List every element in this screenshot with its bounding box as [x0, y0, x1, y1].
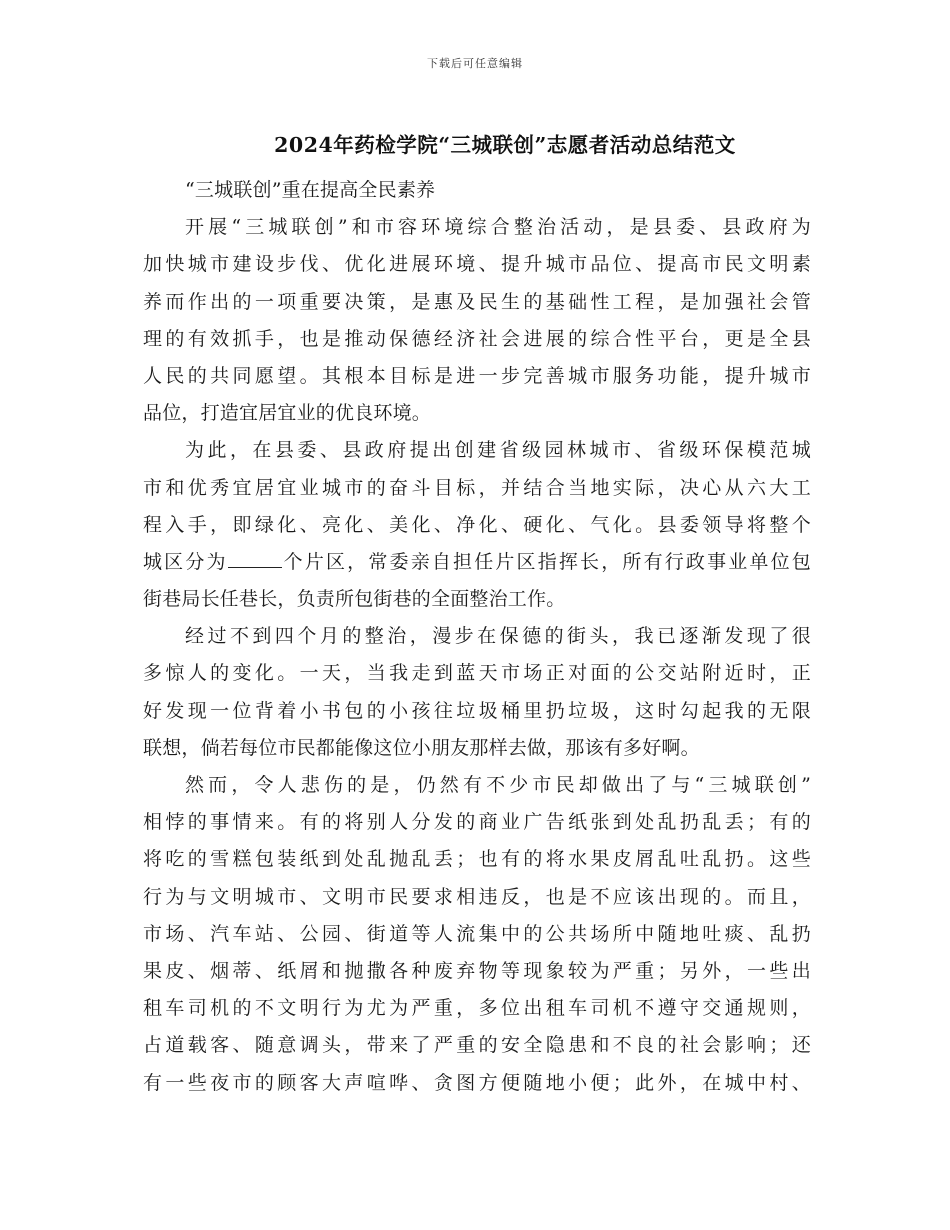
paragraph-line: 养而作出的一项重要决策，是惠及民生的基础性工程，是加强社会管: [143, 290, 811, 313]
paragraph-line: 街巷局长任巷长，负责所包街巷的全面整治工作。: [143, 588, 566, 611]
paragraph-line: 多惊人的变化。一天，当我走到蓝天市场正对面的公交站附近时，正: [143, 662, 811, 685]
paragraph-line: 将吃的雪糕包装纸到处乱抛乱丢；也有的将水果皮屑乱吐乱扔。这些: [143, 848, 811, 871]
paragraph-line: 理的有效抓手，也是推动保德经济社会进展的综合性平台，更是全县: [143, 327, 811, 350]
paragraph-line: 租车司机的不文明行为尤为严重，多位出租车司机不遵守交通规则，: [143, 997, 811, 1020]
paragraph-line: 加快城市建设步伐、优化进展环境、提升城市品位、提高市民文明素: [143, 253, 811, 276]
paragraph-line: 行为与文明城市、文明市民要求相违反，也是不应该出现的。而且，: [143, 885, 811, 908]
paragraph-line: 果皮、烟蒂、纸屑和抛撒各种废弃物等现象较为严重；另外，一些出: [143, 959, 811, 982]
blank-line-suffix: 个片区，常委亲自担任片区指挥长，所有行政事业单位包: [281, 550, 811, 573]
paragraph-line: 然而，令人悲伤的是，仍然有不少市民却做出了与“三城联创”: [185, 774, 811, 796]
fill-in-blank: [228, 547, 282, 568]
paragraph-line: 程入手，即绿化、亮化、美化、净化、硬化、气化。县委领导将整个: [143, 513, 811, 536]
paragraph-line: 品位，打造宜居宜业的优良环境。: [143, 402, 432, 425]
paragraph-line: 占道载客、随意调头，带来了严重的安全隐患和不良的社会影响；还: [143, 1034, 811, 1057]
paragraph-line: 相悖的事情来。有的将别人分发的商业广告纸张到处乱扔乱丢；有的: [143, 811, 811, 834]
paragraph-line: 人民的共同愿望。其根本目标是进一步完善城市服务功能，提升城市: [143, 364, 811, 387]
paragraph-line: 好发现一位背着小书包的小孩往垃圾桶里扔垃圾，这时勾起我的无限: [143, 699, 811, 722]
paragraph-line-with-blank: [143, 544, 811, 581]
download-note: 下载后可任意编辑: [427, 57, 523, 70]
paragraph-line: 联想，倘若每位市民都能像这位小朋友那样去做，那该有多好啊。: [143, 736, 700, 759]
blank-line-prefix: 城区分为: [143, 550, 228, 573]
paragraph-line: 开展“三城联创”和市容环境综合整治活动，是县委、县政府为: [185, 216, 811, 239]
paragraph-line: 有一些夜市的顾客大声喧哗、贪图方便随地小便；此外，在城中村、: [143, 1071, 811, 1094]
paragraph-line: 市和优秀宜居宜业城市的奋斗目标，并结合当地实际，决心从六大工: [143, 476, 811, 499]
document-title: 2024年药检学院“三城联创”志愿者活动总结范文: [274, 133, 736, 157]
paragraph-line: 为此，在县委、县政府提出创建省级园林城市、省级环保模范城: [185, 439, 811, 462]
section-subtitle: “三城联创”重在提高全民素养: [185, 179, 436, 201]
paragraph-line: 经过不到四个月的整治，漫步在保德的街头，我已逐渐发现了很: [185, 625, 811, 648]
document-body: [143, 172, 811, 1102]
paragraph-line: 市场、汽车站、公园、街道等人流集中的公共场所中随地吐痰、乱扔: [143, 922, 811, 945]
